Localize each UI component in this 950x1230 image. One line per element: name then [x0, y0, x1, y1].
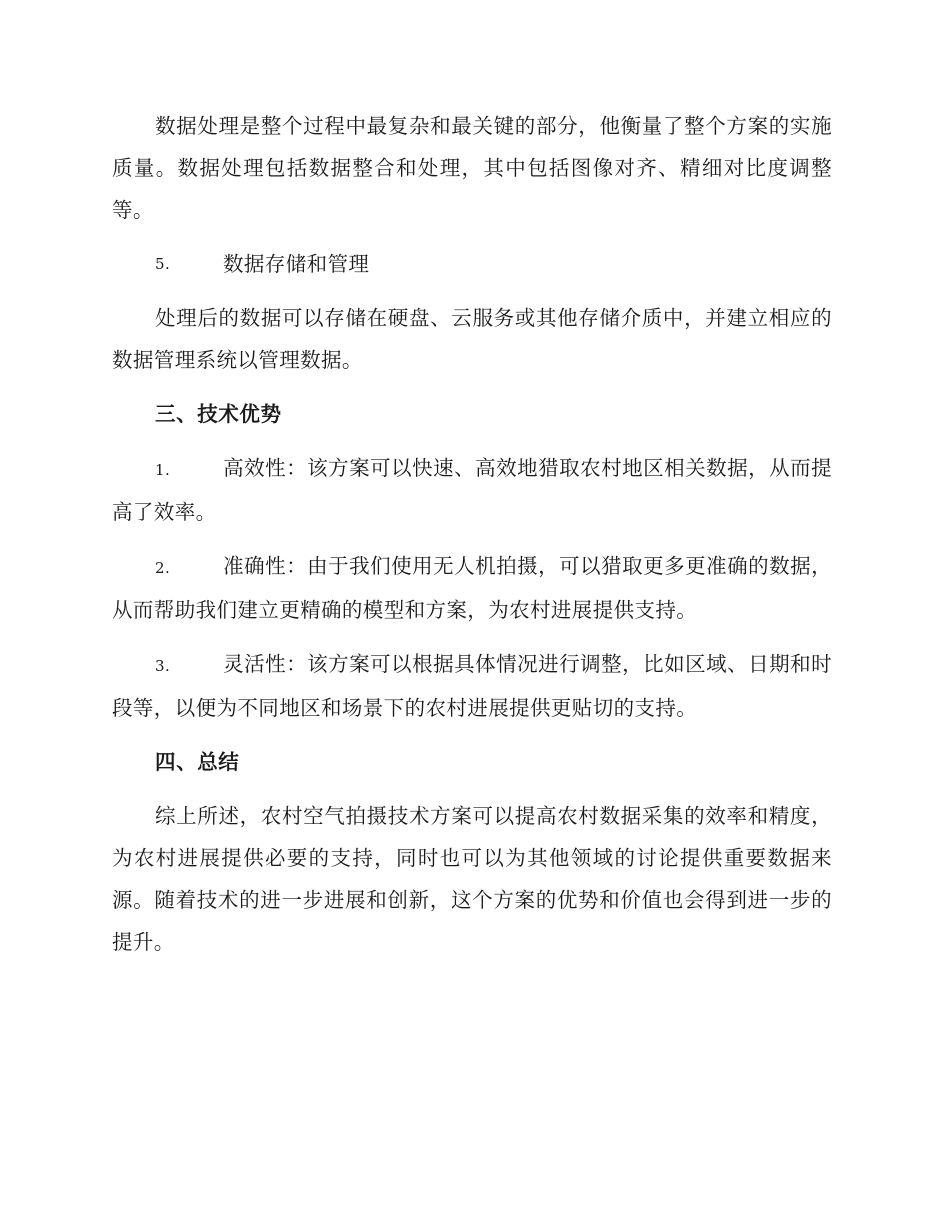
section-heading-summary: 四、总结: [155, 750, 240, 774]
list-item-advantage-2: [112, 545, 832, 631]
paragraph-data-processing: 数据处理是整个过程中最复杂和最关键的部分，他衡量了整个方案的实施质量。数据处理包括数据整合和处理，其中包括图像对齐、精细对比度调整等。: [112, 114, 832, 222]
list-item-advantage-1: [112, 447, 832, 533]
list-number: 1.: [155, 461, 171, 479]
list-number: 5.: [155, 255, 171, 273]
list-item-storage: [112, 243, 832, 285]
list-item-text: 准确性：由于我们使用无人机拍摄，可以猎取更多更准确的数据，从而帮助我们建立更精确的模型和方案，为农村进展提供支持。: [112, 554, 832, 622]
list-item-text: 数据存储和管理: [223, 252, 370, 276]
list-number: 3.: [155, 657, 171, 675]
paragraph-summary: 综上所述，农村空气拍摄技术方案可以提高农村数据采集的效率和精度，为农村进展提供必要的支持，同时也可以为其他领域的讨论提供重要数据来源。随着技术的进一步进展和创新，这个方案的优势和价值也会得到进一步的提升。: [112, 804, 832, 954]
list-item-text: 高效性：该方案可以快速、高效地猎取农村地区相关数据，从而提高了效率。: [112, 456, 832, 524]
section-heading-advantages: 三、技术优势: [155, 402, 282, 426]
list-item-advantage-3: [112, 643, 832, 729]
list-number: 2.: [155, 559, 171, 577]
list-item-text: 灵活性：该方案可以根据具体情况进行调整，比如区域、日期和时段等，以便为不同地区和场景下的农村进展提供更贴切的支持。: [112, 652, 832, 720]
paragraph-storage: 处理后的数据可以存储在硬盘、云服务或其他存储介质中，并建立相应的数据管理系统以管理数据。: [112, 306, 832, 372]
